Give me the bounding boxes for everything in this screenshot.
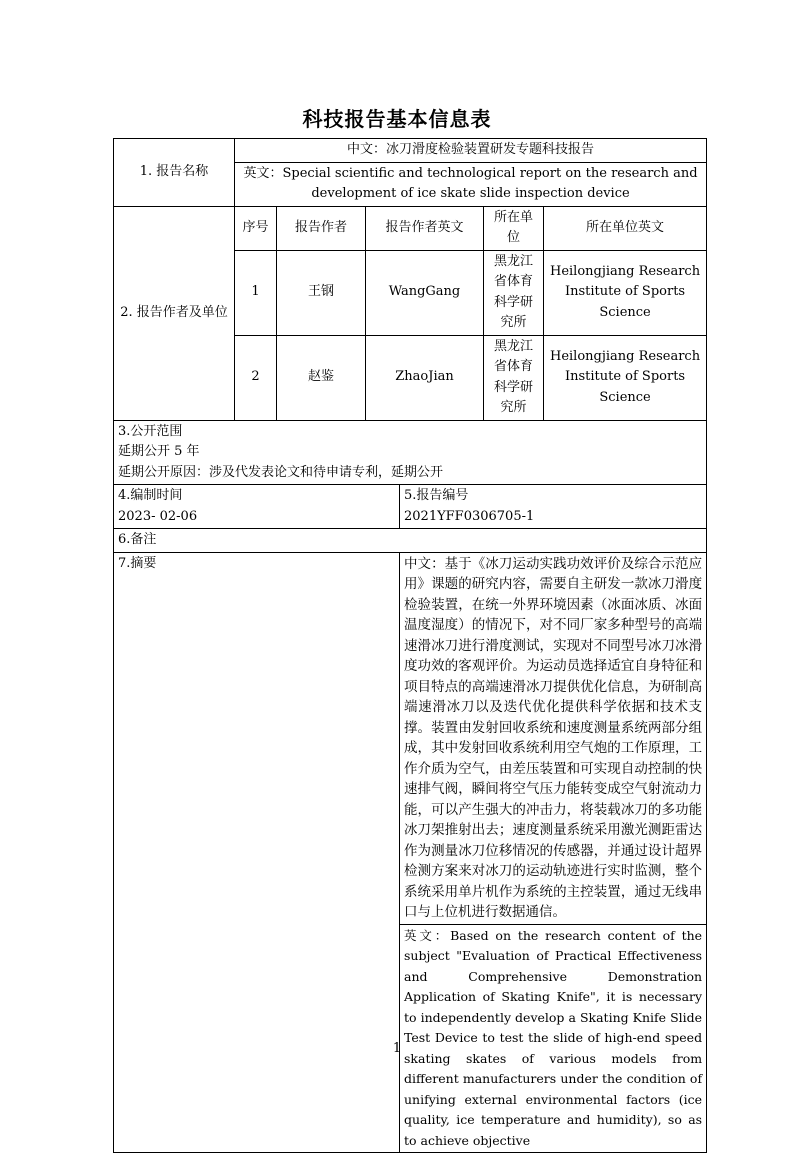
remarks-label: 6.备注 [114,529,707,553]
authors-label: 2. 报告作者及单位 [114,206,235,420]
author-no: 1 [235,250,277,335]
page-title: 科技报告基本信息表 [302,107,492,131]
header-unit-en: 所在单位英文 [544,206,707,250]
author-unit-en: Heilongjiang Research Institute of Sports Science [544,335,707,420]
number-cell [400,485,707,529]
date-value: 2023- 02-06 [118,508,198,524]
header-author-en: 报告作者英文 [366,206,484,250]
author-no: 2 [235,335,277,420]
report-name-en: 英文：Special scientific and technological report on the research and development of ice skate slide inspection device [235,162,707,206]
author-name-en: WangGang [366,250,484,335]
scope-value: 延期公开 5 年 [118,444,200,459]
report-name-zh: 中文：冰刀滑度检验装置研发专题科技报告 [235,139,707,163]
scope-label: 3.公开范围 [118,423,183,439]
number-label: 5.报告编号 [404,488,469,503]
abstract-en: 英文：Based on the research content of the subject "Evaluation of Practical Effectiveness and Comprehensive Demonstration Application of Skating Knife", it is necessary to independently develop a Skating Knife Slide Test Device to test the slide of high-end speed skating skates of various models from different manufacturers under the condition of unifying external environmental factors (ice quality, ice temperature and humidity), so as to achieve objective [400,924,707,1153]
header-no: 序号 [235,206,277,250]
number-value: 2021YFF0306705-1 [404,508,535,524]
author-unit: 黑龙江省体育科学研究所 [484,335,544,420]
author-name: 赵鉴 [277,335,366,420]
author-unit: 黑龙江省体育科学研究所 [484,250,544,335]
date-cell [114,485,400,529]
date-label: 4.编制时间 [118,488,183,503]
scope-reason: 延期公开原因：涉及代发表论文和待申请专利，延期公开 [118,464,444,480]
page-number: 1 [392,1041,402,1056]
info-table [113,138,707,1153]
abstract-zh: 中文：基于《冰刀运动实践功效评价及综合示范应用》课题的研究内容，需要自主研发一款冰刀滑度检验装置，在统一外界环境因素（冰面冰质、冰面温度湿度）的情况下，对不同厂家多种型号的高端速滑冰刀进行滑度测试，实现对不同型号冰刀冰滑度功效的客观评价。为运动员选择适宜自身特征和项目特点的高端速滑冰刀提供优化信息，为研制高端速滑冰刀以及迭代优化提供科学依据和技术支撑。装置由发射回收系统和速度测量系统两部分组成，其中发射回收系统利用空气炮的工作原理，工作介质为空气，由差压装置和可实现自动控制的快速排气阀，瞬间将空气压力能转变成空气射流动力能，可以产生强大的冲击力，将装载冰刀的多功能冰刀架推射出去；速度测量系统采用激光测距雷达作为测量冰刀位移情况的传感器，并通过设计超界检测方案来对冰刀的运动轨迹进行实时监测，整个系统采用单片机作为系统的主控装置，通过无线串口与上位机进行数据通信。 [400,552,707,924]
header-author: 报告作者 [277,206,366,250]
header-unit: 所在单位 [484,206,544,250]
author-unit-en: Heilongjiang Research Institute of Sports Science [544,250,707,335]
scope-cell [114,420,707,485]
author-name-en: ZhaoJian [366,335,484,420]
abstract-label: 7.摘要 [114,552,400,1153]
report-name-label: 1. 报告名称 [114,139,235,207]
author-name: 王钢 [277,250,366,335]
